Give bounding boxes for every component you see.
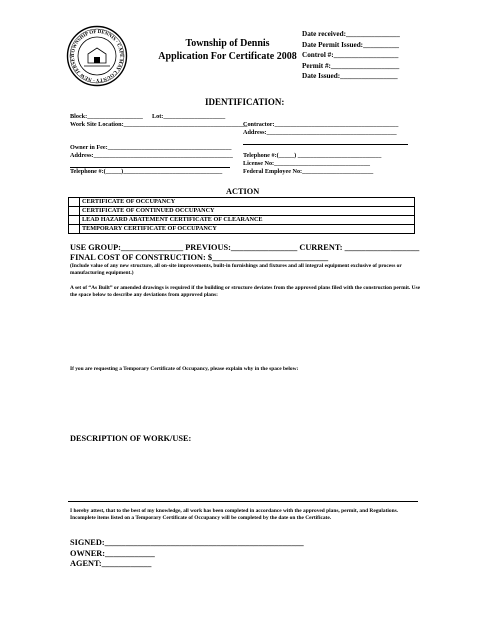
svg-text:TOWNSHIP OF DENNIS · CAPE MAY (71, 30, 123, 82)
owner-telephone-field[interactable]: Telephone #:(_____)________________________________ (70, 168, 223, 175)
temporary-co-instructions: If you are requesting a Temporary Certificate of Occupancy, please explain why in the space below: (70, 366, 299, 372)
action-row (69, 207, 415, 216)
block-field[interactable]: Block:__________________ (70, 113, 143, 120)
title-township: Township of Dennis (185, 38, 270, 49)
identification-heading: IDENTIFICATION: (205, 97, 285, 107)
agent-signature-field[interactable]: AGENT:____________ (70, 559, 152, 568)
signed-field[interactable]: SIGNED:________________________________________________ (70, 538, 304, 547)
permit-number-field[interactable]: Permit #:___________________ (302, 61, 400, 70)
action-table (68, 197, 415, 234)
date-issued-field[interactable]: Date Issued:________________ (302, 72, 398, 80)
final-cost-note: (Include value of any new structure, all on-site improvements, built-in furnishings and fixtures and all integral equipment exclusive of process or manufacturing equipment.) (70, 263, 402, 277)
office-use-fields (302, 29, 400, 82)
action-row (69, 216, 415, 225)
federal-employee-number-field[interactable]: Federal Employee No:_______________________ (243, 168, 374, 175)
owner-in-fee-field[interactable]: Owner in Fee:________________________________________ (70, 144, 232, 151)
control-number-field[interactable]: Control #:__________________ (302, 51, 399, 59)
action-label: TEMPORARY CERTIFICATE OF OCCUPANCY (80, 225, 415, 234)
contractor-address-field[interactable]: Address:__________________________________________ (243, 129, 397, 136)
action-label: CERTIFICATE OF CONTINUED OCCUPANCY (80, 207, 415, 216)
date-received-field[interactable]: Date received:_______________ (302, 30, 400, 38)
use-group-line[interactable]: USE GROUP:_______________ PREVIOUS:________________ CURRENT: __________________ (70, 243, 420, 252)
township-seal (66, 25, 128, 87)
action-row (69, 225, 415, 234)
attestation-text: I hereby attest, that to the best of my knowledge, all work has been completed in accordance with the approved plans, permit, and Regulations. Incomplete items listed on a Temporary Certificate of Occupancy will be completed by the date on the Certificate. (70, 508, 399, 522)
action-checkbox[interactable] (69, 225, 80, 234)
final-cost-field[interactable]: FINAL COST OF CONSTRUCTION: $____________________________ (70, 253, 329, 262)
as-built-instructions: A set of “As Built” or amended drawings is required if the building or structure deviates from the approved plans filed with the construction permit. Use the space below to describe any deviations from approved plans: (70, 285, 420, 299)
action-label: LEAD HAZARD ABATEMENT CERTIFICATE OF CLEARANCE (80, 216, 415, 225)
owner-address-field[interactable]: Address:_____________________________________________ (70, 152, 233, 159)
lot-field[interactable]: Lot:____________________ (152, 113, 226, 120)
action-checkbox[interactable] (69, 207, 80, 216)
owner-signature-field[interactable]: OWNER:____________ (70, 549, 155, 558)
seal-text: TOWNSHIP OF DENNIS · CAPE MAY COUNTY · NEW JERSEY (70, 29, 124, 83)
title-application: Application For Certificate 2008 (158, 51, 297, 62)
action-label: CERTIFICATE OF OCCUPANCY (80, 198, 415, 207)
description-heading: DESCRIPTION OF WORK/USE: (70, 434, 192, 443)
form-title (150, 37, 305, 63)
description-bottom-line (68, 501, 418, 502)
action-checkbox[interactable] (69, 216, 80, 225)
license-number-field[interactable]: License No:_______________________________ (243, 160, 371, 167)
work-site-location-field[interactable]: Work Site Location:________________________________________ (70, 121, 248, 128)
contractor-field[interactable]: Contractor:________________________________________ (243, 121, 399, 128)
action-heading: ACTION (226, 187, 260, 196)
date-permit-issued-field[interactable]: Date Permit Issued:__________ (302, 40, 400, 49)
contractor-telephone-field[interactable]: Telephone #:(_____) ___________________________ (243, 152, 382, 159)
contractor-address-line (243, 144, 408, 145)
action-checkbox[interactable] (69, 198, 80, 207)
action-row (69, 198, 415, 207)
